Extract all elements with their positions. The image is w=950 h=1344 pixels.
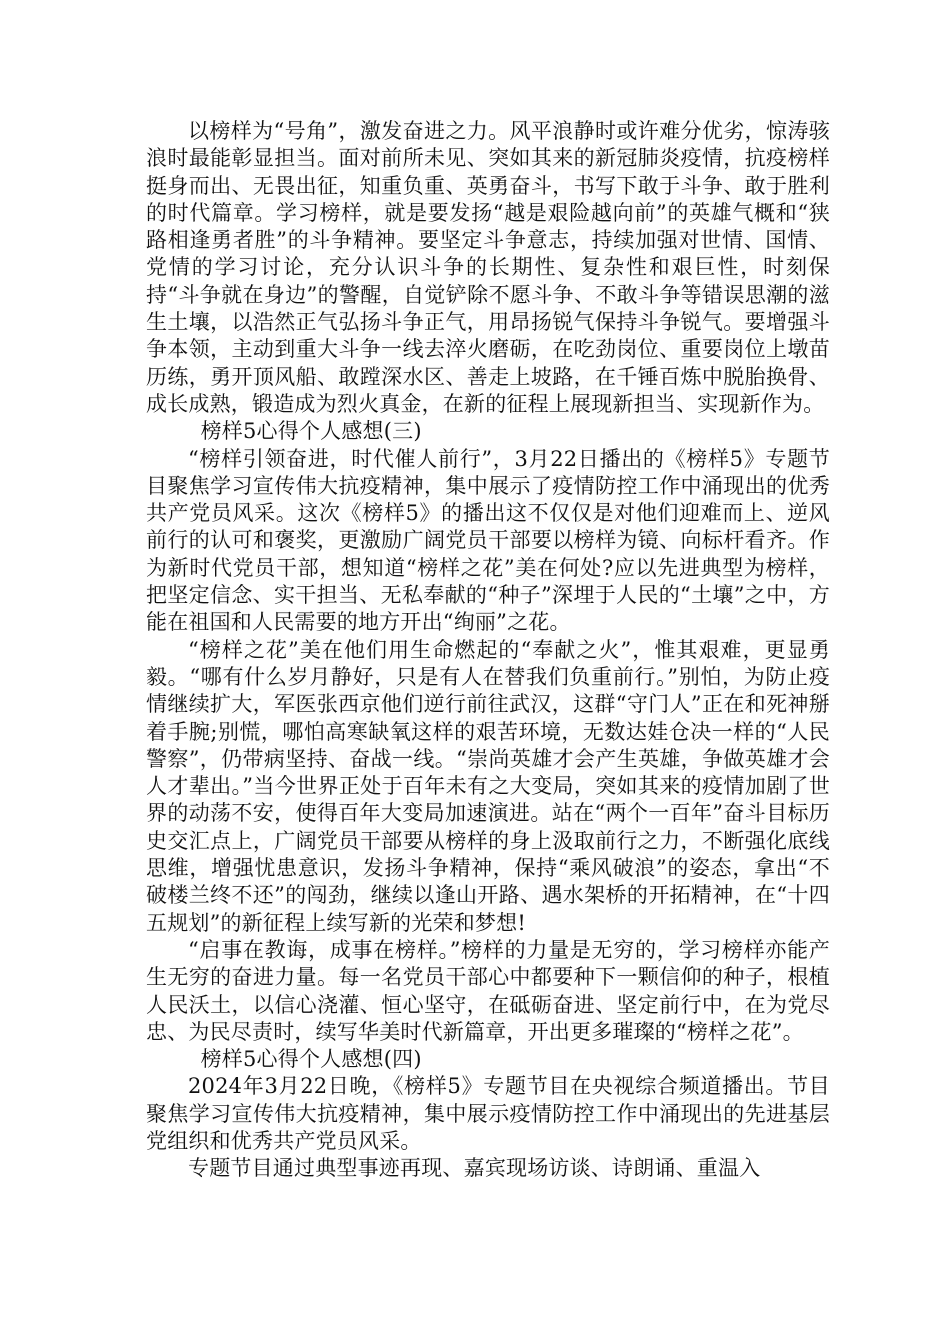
paragraph-flower-of-role-model: “榜样之花”美在他们用生命燃起的“奉献之火”，惟其艰难，更显勇毅。“哪有什么岁月静好，只是有人在替我们负重前行。”别怕，为防止疫情继续扩大，军医张西京他们逆行前往武汉，这群“守门人”正在和死神掰着手腕;别慌，哪怕高寒缺氧这样的艰苦环境，无数达娃仓决一样的“人民警察”，仍带病坚持、奋战一线。“崇尚英雄才会产生英雄，争做英雄才会人才辈出。”当今世界正处于百年未有之大变局，突如其来的疫情加剧了世界的动荡不安，使得百年大变局加速演进。站在“两个一百年”奋斗目标历史交汇点上，广阔党员干部要从榜样的身上汲取前行之力，不断强化底线思维，增强忧患意识，发扬斗争精神，保持“乘风破浪”的姿态，拿出“不破楼兰终不还”的闯劲，继续以逢山开路、遇水架桥的开拓精神，在“十四五规划”的新征程上续写新的光荣和梦想! (146, 637, 830, 935)
paragraph-power-of-role-model: “启事在教诲，成事在榜样。”榜样的力量是无穷的，学习榜样亦能产生无穷的奋进力量。每一名党员干部心中都要种下一颗信仰的种子，根植人民沃土，以信心浇灌、恒心坚守，在砥砺奋进、坚定前行中，在为党尽忠、为民尽责时，续写华美时代新篇章，开出更多璀璨的“榜样之花”。 (146, 937, 830, 1044)
document-body (146, 118, 830, 1183)
paragraph-role-model-leads: “榜样引领奋进，时代催人前行”，3月22日播出的《榜样5》专题节目聚焦学习宣传伟大抗疫精神，集中展示了疫情防控工作中涌现出的优秀共产党员风采。这次《榜样5》的播出这不仅仅是对他们迎难而上、逆风前行的认可和褒奖，更激励广阔党员干部要以榜样为镜、向标杆看齐。作为新时代党员干部，想知道“榜样之花”美在何处?应以先进典型为榜样，把坚定信念、实干担当、无私奉献的“种子”深埋于人民的“土壤”之中，方能在祖国和人民需要的地方开出“绚丽”之花。 (146, 446, 830, 635)
section-heading-four: 榜样5心得个人感想(四) (200, 1047, 422, 1072)
paragraph-broadcast-date: 2024年3月22日晚，《榜样5》专题节目在央视综合频道播出。节目聚焦学习宣传伟大抗疫精神，集中展示疫情防控工作中涌现出的先进基层党组织和优秀共产党员风采。 (146, 1074, 830, 1153)
paragraph-role-model-bugle: 以榜样为“号角”，激发奋进之力。风平浪静时或许难分优劣，惊涛骇浪时最能彰显担当。面对前所未见、突如其来的新冠肺炎疫情，抗疫榜样挺身而出、无畏出征，知重负重、英勇奋斗，书写下敢于斗争、敢于胜利的时代篇章。学习榜样，就是要发扬“越是艰险越向前”的英雄气概和“狭路相逢勇者胜”的斗争精神。要坚定斗争意志，持续加强对世情、国情、党情的学习讨论，充分认识斗争的长期性、复杂性和艰巨性，时刻保持“斗争就在身边”的警醒，自觉铲除不愿斗争、不敢斗争等错误思潮的滋生土壤，以浩然正气弘扬斗争正气，用昂扬锐气保持斗争锐气。要增强斗争本领，主动到重大斗争一线去淬火磨砺，在吃劲岗位、重要岗位上墩苗历练，勇开顶风船、敢蹚深水区、善走上坡路，在千锤百炼中脱胎换骨、成长成熟，锻造成为烈火真金，在新的征程上展现新担当、实现新作为。 (146, 119, 830, 416)
section-heading-three: 榜样5心得个人感想(三) (200, 419, 422, 444)
paragraph-program-format: 专题节目通过典型事迹再现、嘉宾现场访谈、诗朗诵、重温入 (188, 1156, 761, 1181)
